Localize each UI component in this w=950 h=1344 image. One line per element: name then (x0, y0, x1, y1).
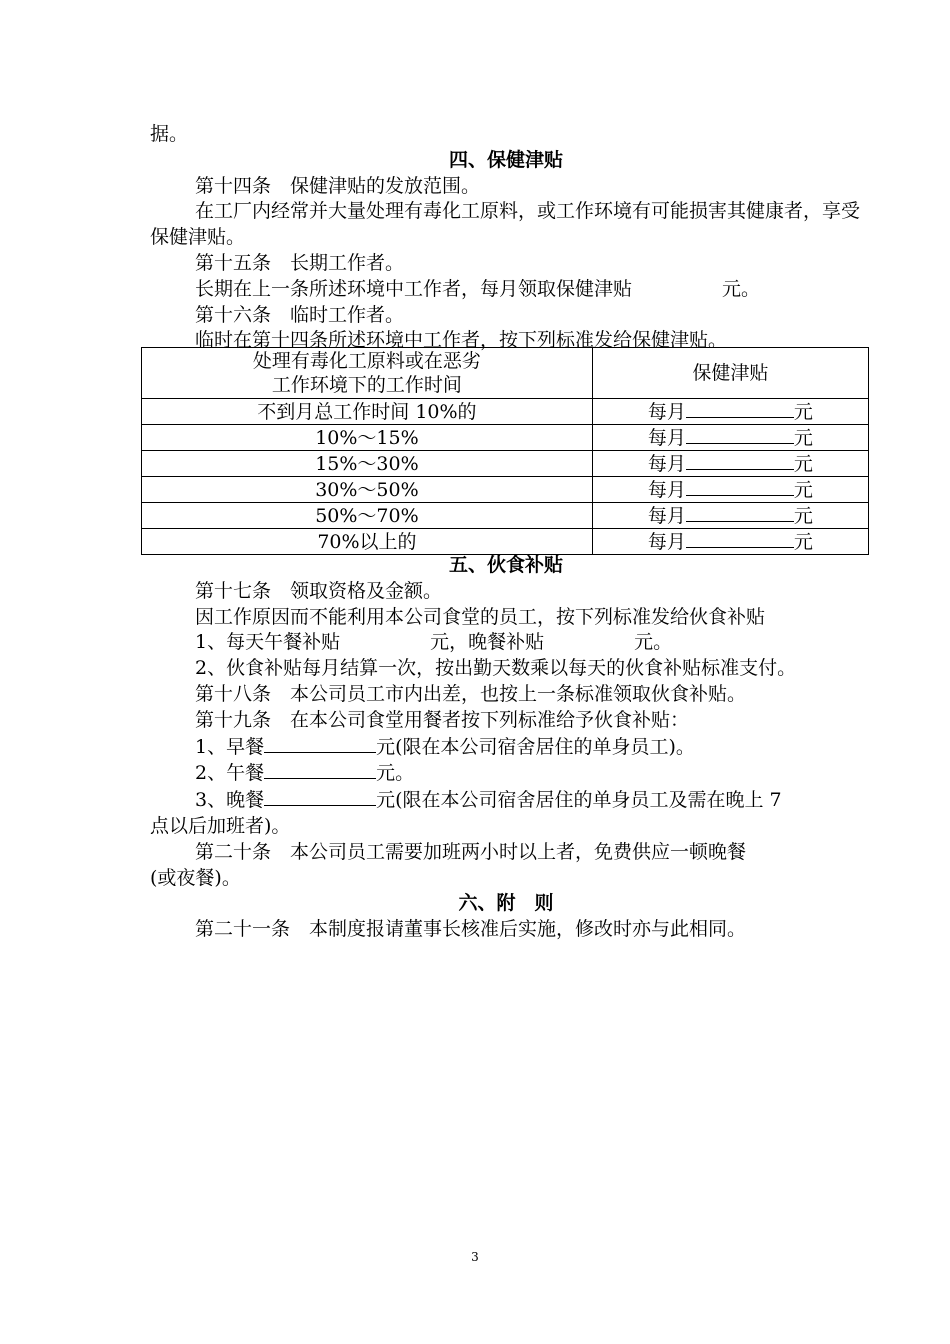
dinner-note: 元(限在本公司宿舍居住的单身员工及需在晚上 7 (376, 789, 782, 812)
amount-blank (686, 451, 794, 470)
cell-prefix: 每月 (647, 531, 686, 553)
header-work-time (142, 348, 593, 399)
table-row (142, 503, 869, 529)
cell-prefix: 每月 (647, 479, 686, 501)
amount-blank (686, 425, 794, 444)
table-row (142, 399, 869, 425)
breakfast-label: 1、早餐 (195, 735, 265, 758)
table-row (142, 477, 869, 503)
table-header-row (142, 348, 869, 399)
amount-blank (686, 503, 794, 522)
breakfast-note: 元(限在本公司宿舍居住的单身员工)。 (376, 735, 695, 758)
allowance-table (141, 347, 869, 555)
dinner-item-continued: 点以后加班者)。 (150, 814, 291, 837)
lead-line: 据。 (150, 123, 189, 145)
table-row (142, 529, 869, 555)
cell-prefix: 每月 (647, 401, 686, 423)
article-16-title: 第十六条 临时工作者。 (195, 303, 405, 326)
document-body-continued (150, 553, 862, 943)
article-16-body: 临时在第十四条所述环境中工作者，按下列标准发给保健津贴。 (195, 329, 728, 352)
cell-suffix: 元 (793, 479, 813, 501)
cell-time: 10%～15% (142, 425, 593, 451)
header-line-2: 工作环境下的工作时间 (271, 374, 462, 396)
cell-time: 15%～30% (142, 451, 593, 477)
section-heading-5: 五、伙食补贴 (448, 554, 563, 576)
amount-blank (264, 787, 376, 806)
unit: 元。 (634, 631, 673, 654)
section-heading-6: 六、附 则 (458, 892, 554, 915)
document-body (150, 122, 862, 354)
article-15-body (150, 277, 862, 303)
dinner-label: 元，晚餐补贴 (430, 631, 545, 654)
meal-item-1 (150, 630, 862, 656)
article-15-title: 第十五条 长期工作者。 (195, 251, 405, 274)
amount-blank (686, 477, 794, 496)
dinner-label: 3、晚餐 (195, 789, 265, 812)
cell-time: 50%～70% (142, 503, 593, 529)
lunch-note: 元。 (376, 762, 415, 785)
article-18: 第十八条 本公司员工市内出差，也按上一条标准领取伙食补贴。 (195, 682, 747, 705)
amount-blank (686, 529, 794, 548)
table-row (142, 425, 869, 451)
article-14-title: 第十四条 保健津贴的发放范围。 (195, 174, 481, 197)
article-20-line-1: 第二十条 本公司员工需要加班两小时以上者，免费供应一顿晚餐 (195, 840, 747, 863)
cell-prefix: 每月 (647, 453, 686, 475)
breakfast-item (150, 734, 862, 761)
cell-amount (592, 503, 868, 529)
cell-prefix: 每月 (647, 427, 686, 449)
cell-prefix: 每月 (647, 505, 686, 527)
article-19: 第十九条 在本公司食堂用餐者按下列标准给予伙食补贴： (195, 708, 690, 731)
article-17-body: 因工作原因而不能利用本公司食堂的员工，按下列标准发给伙食补贴 (195, 605, 766, 628)
cell-time: 70%以上的 (142, 529, 593, 555)
lunch-label: 1、每天午餐补贴 (195, 631, 341, 654)
cell-suffix: 元 (793, 427, 813, 449)
page-number: 3 (471, 1250, 479, 1264)
header-allowance: 保健津贴 (592, 348, 868, 399)
cell-time: 不到月总工作时间 10%的 (142, 399, 593, 425)
article-15-unit: 元。 (722, 277, 761, 300)
section-heading-4: 四、保健津贴 (448, 148, 563, 171)
cell-amount (592, 399, 868, 425)
article-17-title: 第十七条 领取资格及金额。 (195, 579, 443, 602)
cell-suffix: 元 (793, 531, 813, 553)
lunch-item (150, 760, 862, 787)
cell-suffix: 元 (793, 505, 813, 527)
header-line-1: 处理有毒化工原料或在恶劣 (252, 350, 481, 372)
cell-amount (592, 477, 868, 503)
amount-blank (264, 734, 376, 753)
table-row (142, 451, 869, 477)
cell-amount (592, 529, 868, 555)
article-21: 第二十一条 本制度报请董事长核准后实施，修改时亦与此相同。 (195, 918, 747, 941)
cell-suffix: 元 (793, 453, 813, 475)
cell-time: 30%～50% (142, 477, 593, 503)
article-20-line-2: (或夜餐)。 (150, 866, 241, 889)
dinner-item (150, 787, 862, 814)
cell-amount (592, 425, 868, 451)
meal-item-2: 2、伙食补贴每月结算一次，按出勤天数乘以每天的伙食补贴标准支付。 (195, 657, 797, 680)
cell-suffix: 元 (793, 401, 813, 423)
lunch-label: 2、午餐 (195, 762, 265, 785)
article-14-body: 在工厂内经常并大量处理有毒化工原料，或工作环境有可能损害其健康者，享受保健津贴。 (150, 200, 861, 249)
amount-blank (686, 399, 794, 418)
amount-blank (264, 760, 376, 779)
cell-amount (592, 451, 868, 477)
article-15-text: 长期在上一条所述环境中工作者，每月领取保健津贴 (195, 277, 633, 300)
